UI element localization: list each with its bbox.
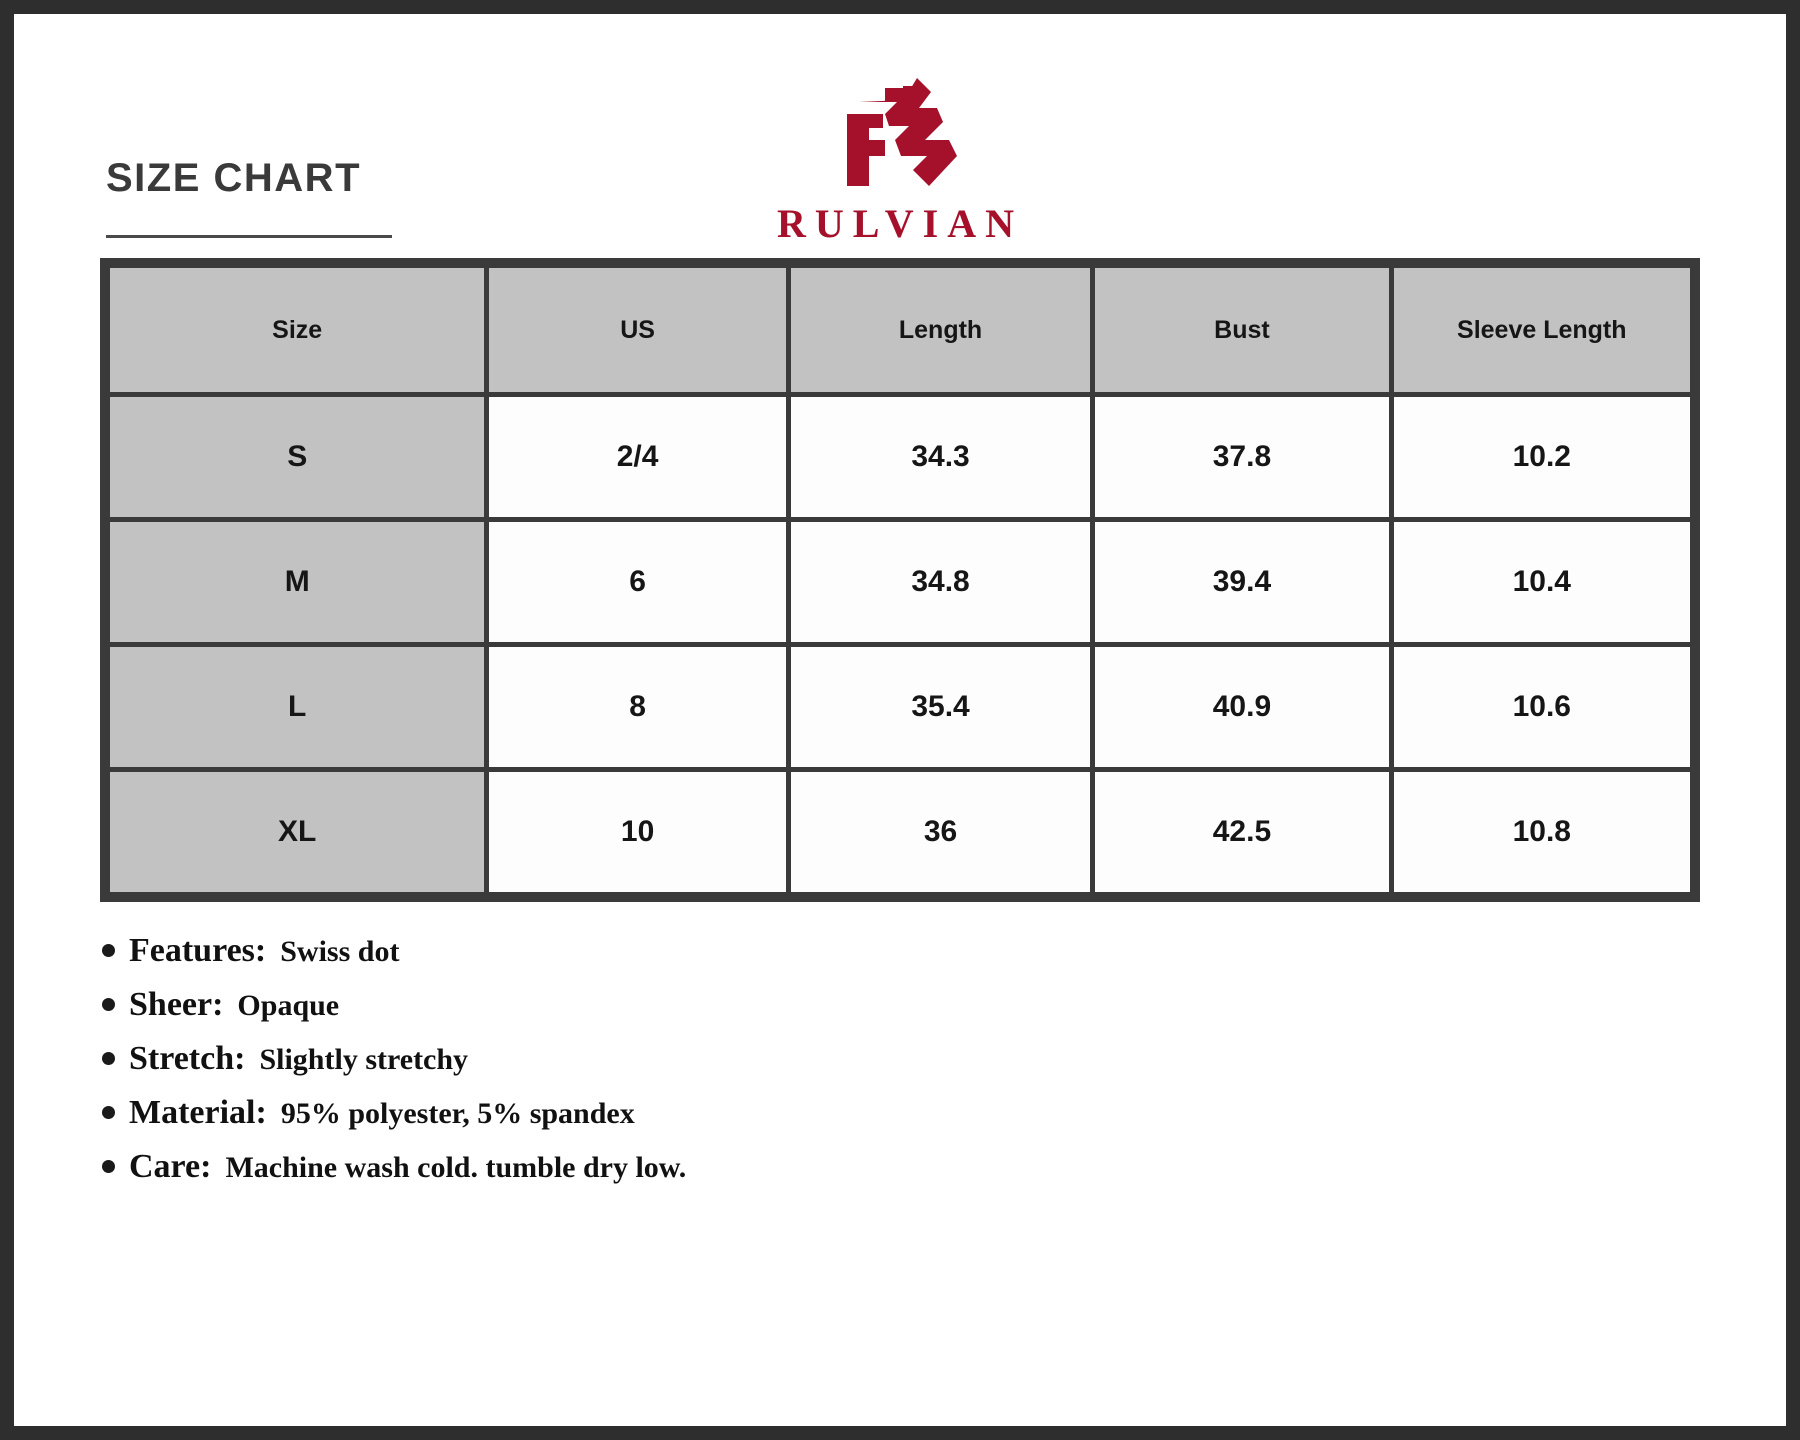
rulvian-r-monogram-icon	[825, 78, 975, 198]
detail-value: Machine wash cold. tumble dry low.	[225, 1151, 687, 1184]
cell-us: 6	[489, 522, 785, 642]
cell-bust: 37.8	[1095, 397, 1388, 517]
cell-bust: 40.9	[1095, 647, 1388, 767]
brand-block	[690, 78, 1110, 247]
cell-bust: 42.5	[1095, 772, 1388, 892]
cell-sleeve: 10.2	[1394, 397, 1690, 517]
detail-label: Care:	[129, 1148, 212, 1185]
cell-size: XL	[110, 772, 484, 892]
product-details-list	[100, 932, 1700, 1186]
column-header-bust: Bust	[1095, 268, 1388, 392]
table-row	[110, 647, 1690, 767]
detail-label: Material:	[129, 1094, 267, 1131]
bullet-icon	[102, 944, 115, 957]
cell-sleeve: 10.6	[1394, 647, 1690, 767]
table-row	[110, 522, 1690, 642]
bullet-icon	[102, 1160, 115, 1173]
size-table	[105, 263, 1695, 897]
cell-length: 34.8	[791, 522, 1091, 642]
table-header-row	[110, 268, 1690, 392]
table-row	[110, 397, 1690, 517]
column-header-size: Size	[110, 268, 484, 392]
column-header-length: Length	[791, 268, 1091, 392]
cell-bust: 39.4	[1095, 522, 1388, 642]
list-item	[102, 1148, 1700, 1186]
cell-size: M	[110, 522, 484, 642]
cell-us: 8	[489, 647, 785, 767]
title-block	[106, 156, 406, 238]
bullet-icon	[102, 1052, 115, 1065]
cell-length: 36	[791, 772, 1091, 892]
detail-label: Stretch:	[129, 1040, 246, 1077]
cell-length: 35.4	[791, 647, 1091, 767]
detail-value: Opaque	[237, 989, 340, 1022]
detail-value: Slightly stretchy	[259, 1043, 469, 1076]
cell-length: 34.3	[791, 397, 1091, 517]
table-row	[110, 772, 1690, 892]
list-item	[102, 1040, 1700, 1078]
header	[100, 36, 1700, 254]
detail-label: Sheer:	[129, 986, 224, 1023]
size-table-container	[100, 258, 1700, 902]
column-header-sleeve-length: Sleeve Length	[1394, 268, 1690, 392]
column-header-us: US	[489, 268, 785, 392]
title-underline	[106, 235, 392, 238]
bullet-icon	[102, 998, 115, 1011]
cell-us: 10	[489, 772, 785, 892]
brand-name: RULVIAN	[776, 201, 1023, 246]
detail-label: Features:	[129, 932, 267, 969]
detail-value: Swiss dot	[280, 935, 400, 968]
detail-value: 95% polyester, 5% spandex	[280, 1097, 635, 1130]
cell-sleeve: 10.8	[1394, 772, 1690, 892]
cell-sleeve: 10.4	[1394, 522, 1690, 642]
cell-size: S	[110, 397, 484, 517]
list-item	[102, 986, 1700, 1024]
bullet-icon	[102, 1106, 115, 1119]
cell-size: L	[110, 647, 484, 767]
page-title: SIZE CHART	[106, 156, 361, 200]
list-item	[102, 932, 1700, 970]
cell-us: 2/4	[489, 397, 785, 517]
list-item	[102, 1094, 1700, 1132]
